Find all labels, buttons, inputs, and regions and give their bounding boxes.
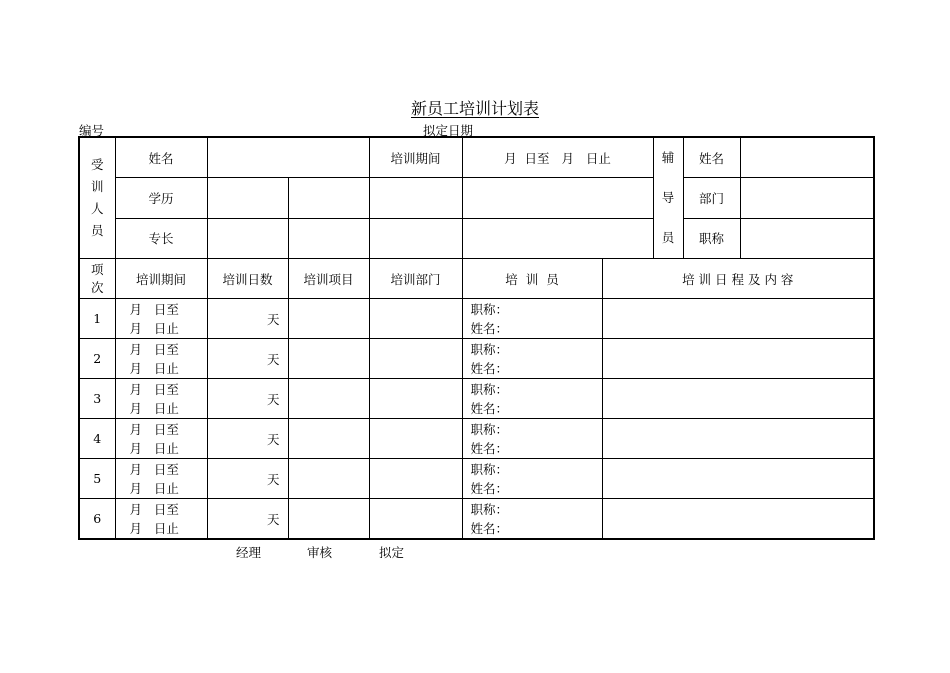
row-period[interactable]: 月 日至 月 日止 [115,419,207,459]
row-number: 1 [79,299,115,339]
trainee-period-value[interactable]: 月 日至 月 日止 [462,137,653,178]
trainee-row-name [79,137,874,178]
project-header: 培训项目 [288,259,369,299]
row-period[interactable]: 月 日至 月 日止 [115,299,207,339]
schedule-row [79,499,874,540]
trainee-specialty-field-3[interactable] [369,218,462,258]
schedule-row [79,299,874,339]
trainee-specialty-field-2[interactable] [288,218,369,258]
mentor-title-field[interactable] [740,218,874,258]
row-period[interactable]: 月 日至 月 日止 [115,379,207,419]
trainee-period-label: 培训期间 [369,137,462,178]
days-header: 培训日数 [207,259,288,299]
draft-signature-label: 拟定 [379,545,405,560]
row-period[interactable]: 月 日至 月 日止 [115,459,207,499]
row-trainer[interactable]: 职称： 姓名： [462,419,602,459]
row-period[interactable]: 月 日至 月 日止 [115,499,207,540]
row-number: 2 [79,339,115,379]
trainee-education-field-2[interactable] [288,178,369,218]
row-project[interactable] [288,499,369,540]
number-label: 编号 [79,123,105,138]
trainee-name-field[interactable] [207,137,369,178]
trainee-specialty-field-1[interactable] [207,218,288,258]
mentor-dept-label: 部门 [683,178,740,218]
row-days[interactable]: 天 [207,339,288,379]
schedule-row [79,339,874,379]
training-plan-table [78,136,875,540]
row-trainer[interactable]: 职称： 姓名： [462,459,602,499]
row-dept[interactable] [369,379,462,419]
schedule-header-row [79,259,874,299]
row-period[interactable]: 月 日至 月 日止 [115,339,207,379]
row-days[interactable]: 天 [207,299,288,339]
manager-signature-label: 经理 [236,545,262,560]
row-dept[interactable] [369,459,462,499]
row-content[interactable] [602,299,874,339]
mentor-dept-field[interactable] [740,178,874,218]
row-dept[interactable] [369,419,462,459]
row-content[interactable] [602,499,874,540]
item-header: 项 次 [79,259,115,299]
dept-header: 培训部门 [369,259,462,299]
row-trainer[interactable]: 职称： 姓名： [462,499,602,540]
row-days[interactable]: 天 [207,499,288,540]
trainee-education-field-1[interactable] [207,178,288,218]
row-content[interactable] [602,419,874,459]
schedule-row [79,459,874,499]
schedule-row [79,379,874,419]
row-number: 5 [79,459,115,499]
trainee-row-specialty [79,218,874,258]
row-content[interactable] [602,459,874,499]
row-project[interactable] [288,419,369,459]
row-dept[interactable] [369,499,462,540]
trainee-education-field-3[interactable] [369,178,462,218]
content-header: 培 训 日 程 及 内 容 [602,259,874,299]
row-project[interactable] [288,339,369,379]
row-trainer[interactable]: 职称： 姓名： [462,379,602,419]
trainee-row-education [79,178,874,218]
row-project[interactable] [288,379,369,419]
row-content[interactable] [602,339,874,379]
review-signature-label: 审核 [307,545,333,560]
period-header: 培训期间 [115,259,207,299]
mentor-section-label: 辅 导 员 [653,137,683,259]
row-trainer[interactable]: 职称： 姓名： [462,299,602,339]
row-number: 3 [79,379,115,419]
trainer-header: 培 训 员 [462,259,602,299]
row-days[interactable]: 天 [207,459,288,499]
row-days[interactable]: 天 [207,379,288,419]
trainee-name-label: 姓名 [115,137,207,178]
schedule-row [79,419,874,459]
draft-date-label: 拟定日期 [423,123,474,138]
row-trainer[interactable]: 职称： 姓名： [462,339,602,379]
row-dept[interactable] [369,299,462,339]
row-project[interactable] [288,299,369,339]
row-number: 6 [79,499,115,540]
trainee-education-label: 学历 [115,178,207,218]
row-dept[interactable] [369,339,462,379]
mentor-name-label: 姓名 [683,137,740,178]
trainee-specialty-field-4[interactable] [462,218,653,258]
form-title: 新员工培训计划表 [410,99,539,118]
trainee-specialty-label: 专长 [115,218,207,258]
row-project[interactable] [288,459,369,499]
row-number: 4 [79,419,115,459]
mentor-title-label: 职称 [683,218,740,258]
row-days[interactable]: 天 [207,419,288,459]
mentor-name-field[interactable] [740,137,874,178]
trainee-section-label: 受 训 人 员 [79,137,115,259]
row-content[interactable] [602,379,874,419]
trainee-education-field-4[interactable] [462,178,653,218]
